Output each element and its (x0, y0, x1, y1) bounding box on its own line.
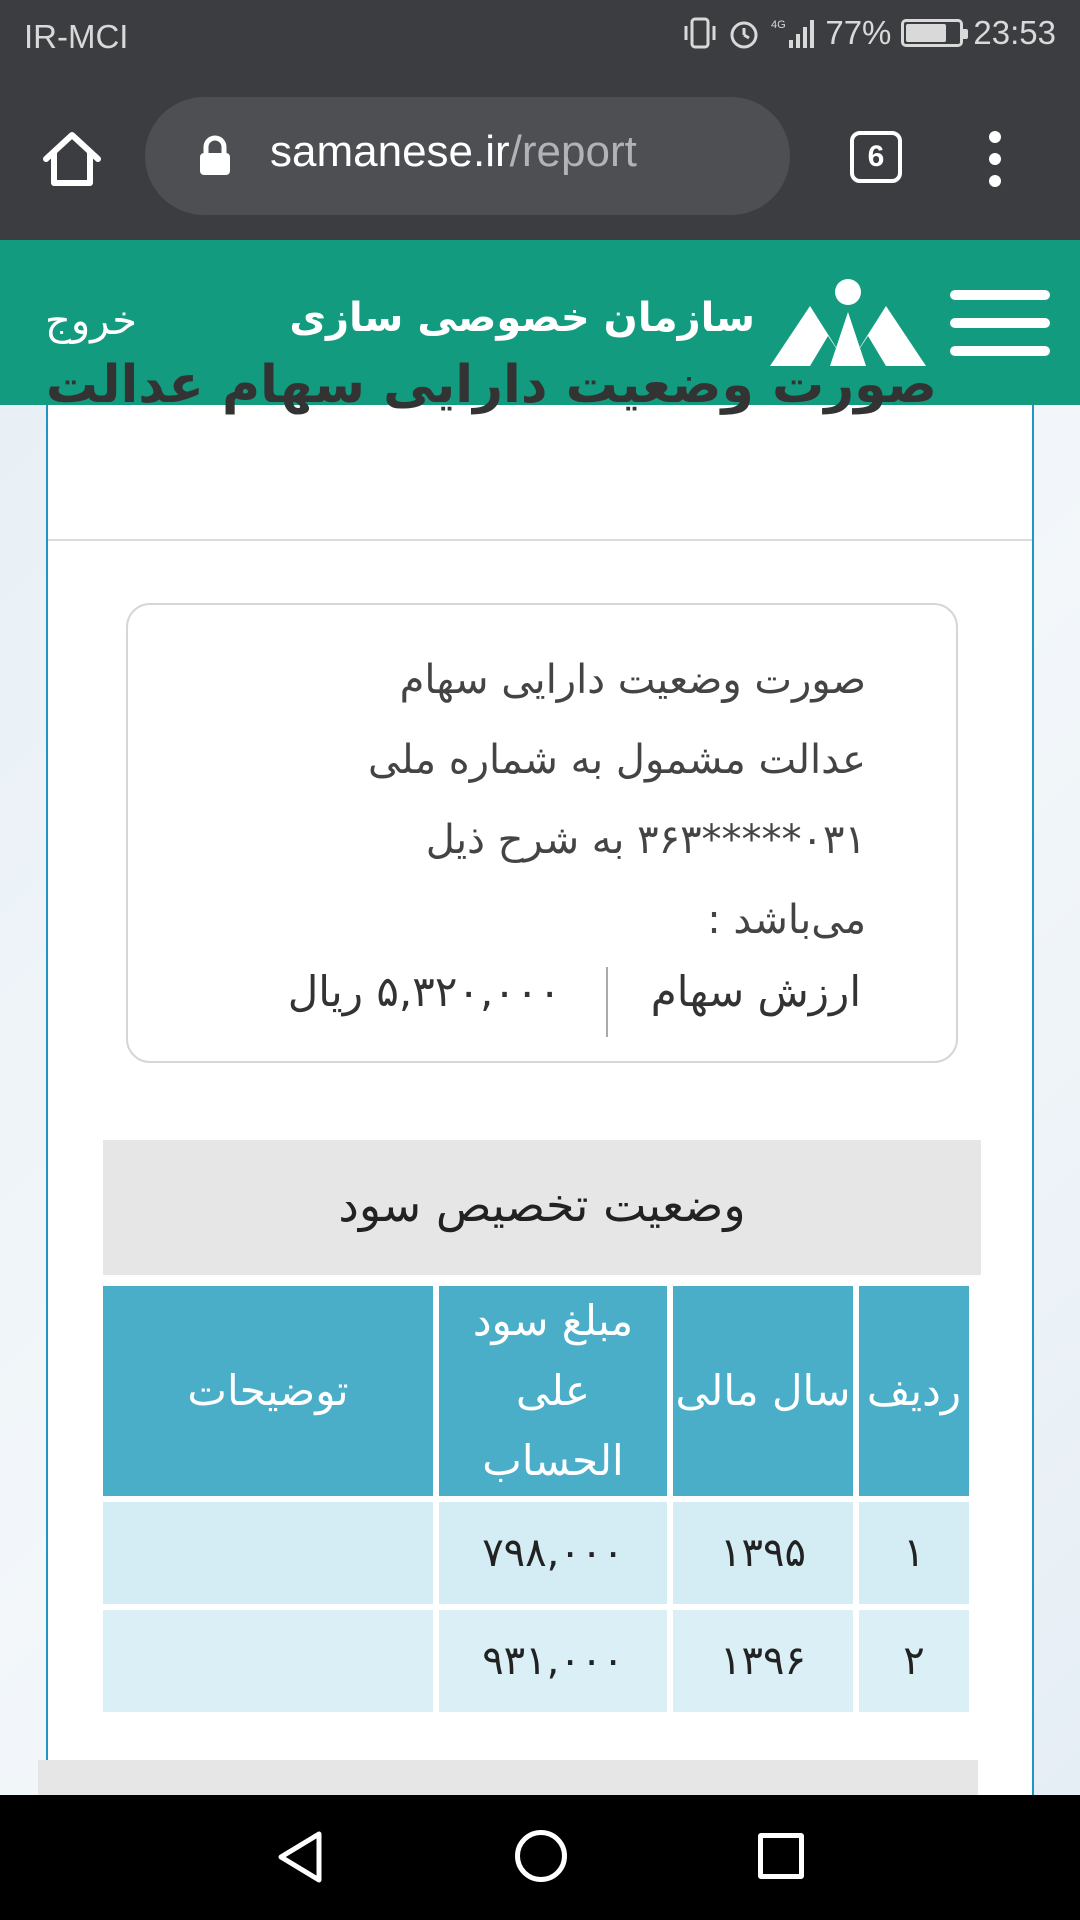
column-header-row-number: ردیف (859, 1286, 969, 1496)
carrier-name: IR-MCI (24, 18, 129, 55)
table-row (103, 1610, 969, 1712)
hamburger-menu-icon[interactable] (950, 290, 1050, 356)
home-icon[interactable] (40, 127, 104, 191)
lock-icon (197, 135, 233, 177)
info-line: صورت وضعیت دارایی سهام (399, 657, 866, 703)
url-text[interactable]: samanese.ir/report (270, 127, 637, 176)
alarm-icon (727, 16, 761, 50)
battery-icon (901, 19, 963, 47)
notes-cell (103, 1502, 433, 1604)
table-row (103, 1502, 969, 1604)
browser-toolbar (0, 75, 1080, 240)
shares-info-card (126, 603, 958, 1063)
address-bar[interactable] (145, 97, 790, 215)
fiscal-year-cell: ۱۳۹۵ (673, 1502, 853, 1604)
home-nav-icon[interactable] (515, 1830, 567, 1882)
logout-link[interactable]: خروج (45, 298, 137, 344)
column-header-notes: توضیحات (103, 1286, 433, 1496)
row-number-cell: ۲ (859, 1610, 969, 1712)
column-header-fiscal-year: سال مالی (673, 1286, 853, 1496)
browser-menu-icon[interactable] (985, 131, 1005, 187)
row-number-cell: ۱ (859, 1502, 969, 1604)
status-icons (683, 14, 1056, 52)
info-line: می‌باشد : (707, 897, 866, 943)
tab-switcher-button[interactable]: 6 (850, 131, 902, 183)
profit-amount-cell: ۷۹۸,۰۰۰ (439, 1502, 667, 1604)
report-title: صورت وضعیت دارایی سهام عدالت (45, 355, 937, 415)
back-icon[interactable] (275, 1830, 325, 1884)
profit-amount-cell: ۹۳۱,۰۰۰ (439, 1610, 667, 1712)
shares-value-label: ارزش سهام (650, 967, 861, 1016)
site-title: سازمان خصوصی سازی (289, 295, 755, 341)
signal-icon (771, 16, 815, 50)
report-panel (45, 355, 1034, 1795)
column-header-profit-amount: مبلغ سود علی الحساب (439, 1286, 667, 1496)
svg-text:4G: 4G (771, 19, 787, 31)
status-bar (0, 0, 1080, 75)
next-section-header (38, 1760, 978, 1800)
notes-cell (103, 1610, 433, 1712)
allocation-heading: وضعیت تخصیص سود (103, 1140, 981, 1275)
shares-value-amount: ۵,۳۲۰,۰۰۰ ریال (287, 967, 561, 1016)
info-line: عدالت مشمول به شماره ملی (368, 737, 866, 783)
clock: 23:53 (973, 14, 1056, 51)
separator (606, 967, 608, 1037)
vibrate-icon (683, 16, 717, 50)
system-navigation-bar (0, 1795, 1080, 1920)
fiscal-year-cell: ۱۳۹۶ (673, 1610, 853, 1712)
allocation-table (97, 1280, 975, 1718)
info-line: ۰۳۱*****۳۶۳ به شرح ذیل (425, 817, 866, 863)
divider (48, 539, 1032, 541)
recent-apps-icon[interactable] (758, 1833, 804, 1879)
battery-percent: 77% (825, 14, 892, 51)
shares-info-text (246, 640, 866, 960)
